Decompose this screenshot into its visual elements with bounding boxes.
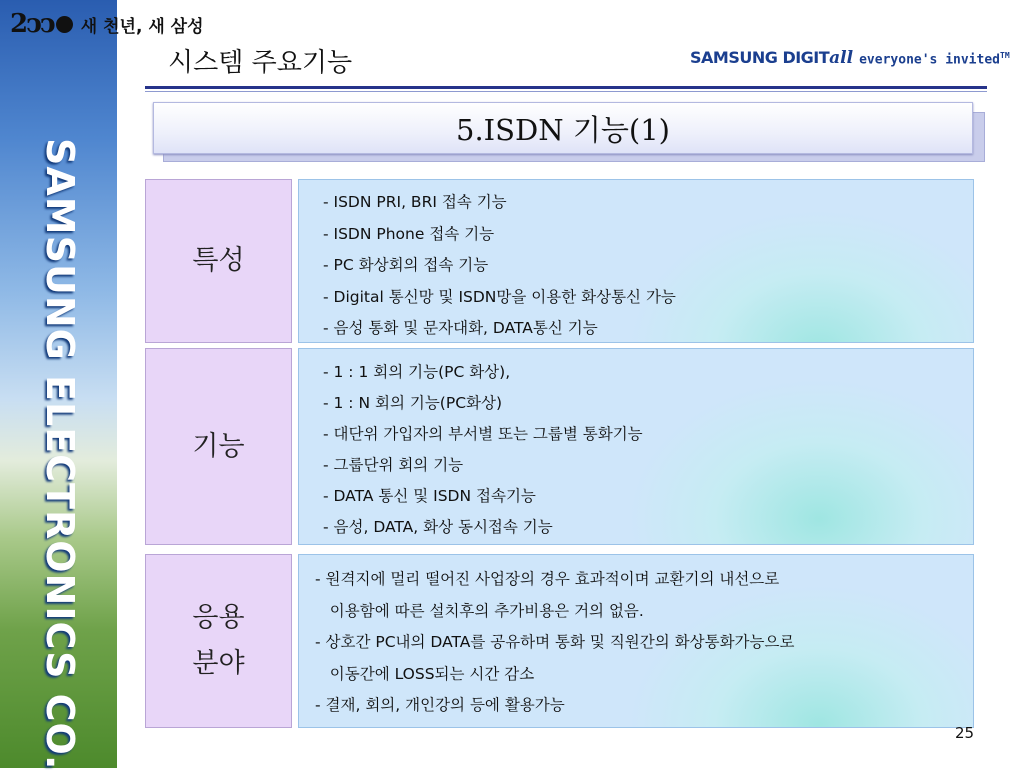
list-item: - ISDN Phone 접속 기능 [323,224,495,243]
feature-list [299,180,973,345]
row-content-box [298,554,974,728]
list-item: 이용함에 따른 설치후의 추가비용은 거의 없음. [315,601,644,620]
list-item: - PC 화상회의 접속 기능 [323,256,489,274]
application-list [299,555,973,722]
function-list [299,349,973,543]
row-label: 분야 [192,648,245,679]
row-label: 기능 [192,430,245,462]
row-label-box [145,179,292,343]
list-item: - 음성 통화 및 문자대화, DATA통신 기능 [323,319,598,337]
row-label: 응용 [192,602,245,633]
list-item: - DATA 통신 및 ISDN 접속기능 [323,487,536,505]
row-content-box [298,179,974,343]
samsung-digitall-logo [690,48,1010,68]
row-content-box [298,348,974,545]
sidebar-banner [0,0,117,768]
brand-all-text: all [829,48,854,68]
brand-tagline: everyone's invited™ [859,50,1010,67]
list-item: 이동간에 LOSS되는 시간 감소 [315,664,535,683]
list-item: - 그룹단위 회의 기능 [323,456,464,474]
millennium-logo [10,8,204,40]
list-item: - 1 : 1 회의 기능(PC 화상), [323,363,511,381]
logo-number: 2 [10,9,27,39]
logo-ring-icon: ↄↄ [26,9,54,39]
section-banner [153,102,973,154]
page-number: 25 [955,724,975,742]
header-divider-thin [145,91,987,92]
list-item: - 상호간 PC내의 DATA를 공유하며 통화 및 직원간의 화상통화가능으로 [315,633,795,651]
company-vertical-text: SAMSUNG ELECTRONICS CO. [38,138,82,770]
list-item: - 대단위 가입자의 부서별 또는 그룹별 통화기능 [323,425,643,443]
brand-main-text: SAMSUNG DIGIT [690,48,830,67]
list-item: - ISDN PRI, BRI 접속 기능 [323,193,507,211]
list-item: - 음성, DATA, 화상 동시접속 기능 [323,518,553,536]
page-title: 시스템 주요기능 [168,48,353,78]
row-label-box [145,554,292,728]
list-item: - Digital 통신망 및 ISDN망을 이용한 화상통신 가능 [323,287,676,306]
row-label: 특성 [192,245,245,276]
logo-dot-icon [56,16,73,33]
list-item: - 원격지에 멀리 떨어진 사업장의 경우 효과적이며 교환기의 내선으로 [315,570,780,588]
list-item: - 결재, 회의, 개인강의 등에 활용가능 [315,696,565,714]
header-divider [145,86,987,89]
logo-slogan: 새 천년, 새 삼성 [80,16,204,37]
section-title: 5.ISDN 기능(1) [456,112,670,147]
list-item: - 1 : N 회의 기능(PC화상) [323,394,503,412]
row-label-box [145,348,292,545]
